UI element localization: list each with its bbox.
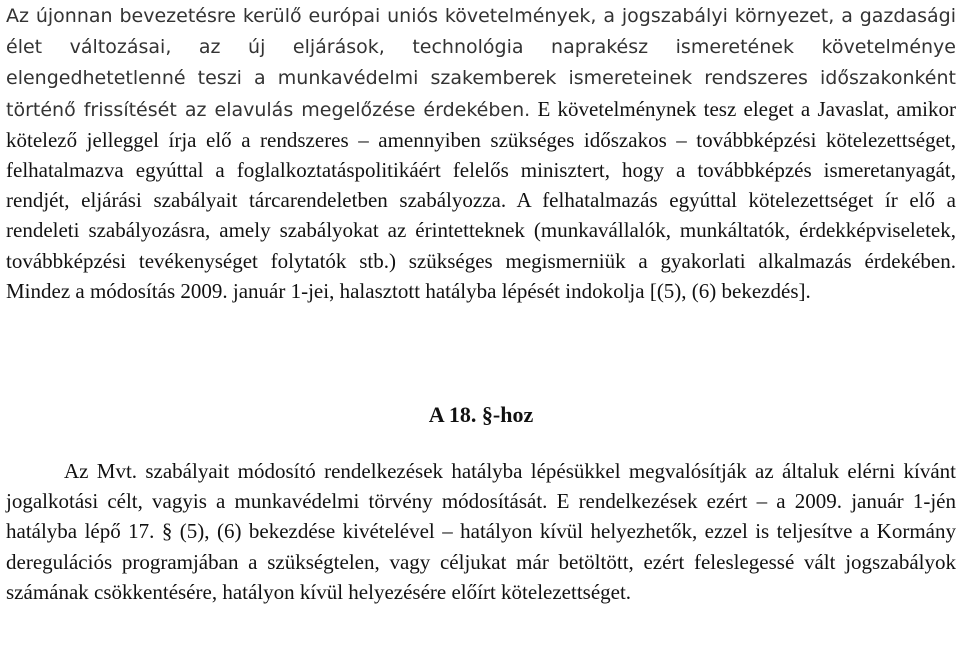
- paragraph-1-main-text: E követelménynek tesz eleget a Javaslat, amikor kötelező jelleggel írja elő a rendszeres – amennyiben szükséges időszakos – továbbképzési kötelezettséget, felhatalmazva egyúttal a foglalkoztatáspolitikáért felelős minisztert, hogy a továbbképzés ismeretanyagát, rendjét, eljárási szabályait tárcarendeletben szabályozza. A felhatalmazás egyúttal kötelezettséget ír elő a rendeleti szabályozásra, amely szabályokat az érintetteknek (munkavállalók, munkáltatók, érdekképviseletek, továbbképzési tevékenységet folytatók stb.) szükséges megismerniük a gyakorlati alkalmazás érdekében. Mindez a módosítás 2009. január 1-jei, halasztott hatályba lépését indokolja [(5), (6) bekezdés].: [6, 96, 956, 303]
- section-heading: A 18. §-hoz: [428, 402, 534, 427]
- document-page: [6, 0, 956, 604]
- body-paragraph-2: [6, 456, 956, 607]
- paragraph-1-intro-text: Az újonnan bevezetésre kerülő európai uniós követelmények, a jogszabályi környezet, a gazdasági élet változásai, az új eljárások, technológia naprakész ismeretének követelménye elengedhetetlenné teszi a munkavédelmi szakemberek ismereteinek rendszeres időszakonként történő frissítését az elavulás megelőzése érdekében.: [6, 5, 956, 121]
- body-paragraph-1: [6, 0, 956, 306]
- paragraph-2-text: Az Mvt. szabályait módosító rendelkezések hatályba lépésükkel megvalósítják az általuk elérni kívánt jogalkotási célt, vagyis a munkavédelmi törvény módosítását. E rendelkezések ezért – a 2009. január 1-jén hatályba lépő 17. § (5), (6) bekezdése kivételével – hatályon kívül helyezhetők, ezzel is teljesítve a Kormány deregulációs programjában a szükségtelen, vagy céljukat már betöltött, ezért feleslegessé vált jogszabályok számának csökkentésére, hatályon kívül helyezésére előírt kötelezettséget.: [6, 459, 956, 604]
